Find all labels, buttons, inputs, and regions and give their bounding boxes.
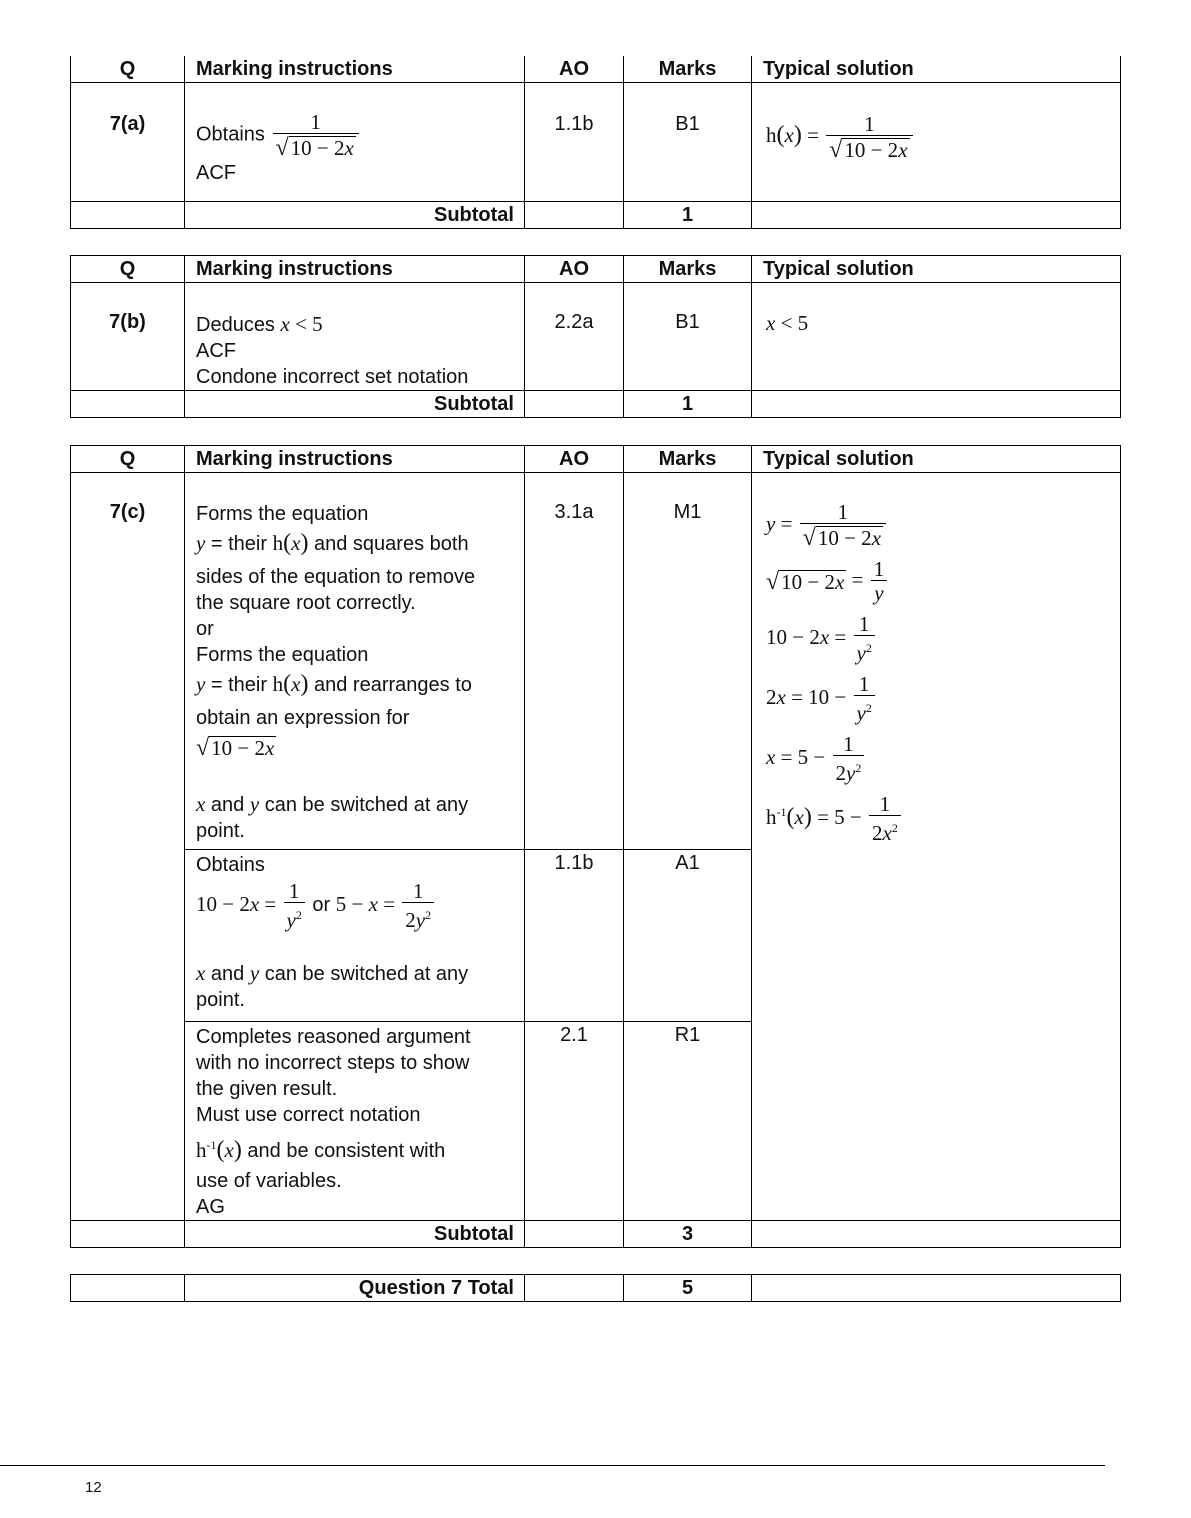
- mi-text: or: [196, 618, 214, 640]
- header-q: Q: [71, 256, 185, 283]
- marking-instruction-r1: Completes reasoned argument with no incorrect steps to show the given result. Must use correct notation $h^{-1}(x)$ and be consistent with use of variables. AG: [185, 1022, 525, 1221]
- question-total-value: 5: [624, 1275, 752, 1302]
- header-ao: AO: [525, 256, 624, 283]
- header-typical-solution: Typical solution: [752, 56, 1121, 83]
- mi-text: and be consistent with: [247, 1140, 446, 1162]
- typical-solution: h(x) = 1 √ 10 − 2x: [752, 83, 1121, 202]
- mi-text: or: [312, 893, 331, 916]
- mark-value: R1: [624, 1022, 752, 1221]
- math-fraction: 1 √ 10 − 2x: [271, 121, 361, 145]
- question-number: 7(a): [71, 83, 185, 202]
- ao-value: 2.2a: [525, 283, 624, 391]
- header-ao: AO: [525, 446, 624, 473]
- header-marks: Marks: [624, 256, 752, 283]
- subtotal-label: Subtotal: [185, 1221, 525, 1248]
- mi-text: Completes reasoned argument: [196, 1026, 471, 1048]
- question-number: 7(b): [71, 283, 185, 391]
- subtotal-value: 1: [624, 202, 752, 229]
- mi-text: point.: [196, 820, 245, 842]
- question-total-label: Question 7 Total: [185, 1275, 525, 1302]
- mark-value: A1: [624, 850, 752, 1022]
- table-7a: [70, 56, 1121, 229]
- mark-value: B1: [624, 83, 752, 202]
- header-typical-solution: Typical solution: [752, 446, 1121, 473]
- ao-value: 1.1b: [525, 850, 624, 1022]
- mi-text: Obtains: [196, 854, 265, 876]
- mi-text: and rearrange​s to: [314, 674, 472, 696]
- mi-text: with no incorrect steps to show: [196, 1052, 470, 1074]
- subtotal-value: 1: [624, 391, 752, 418]
- subtotal-label: Subtotal: [185, 202, 525, 229]
- header-marks: Marks: [624, 446, 752, 473]
- mi-text: AG: [196, 1196, 225, 1218]
- mi-text: the given result.: [196, 1078, 338, 1100]
- header-q: Q: [71, 56, 185, 83]
- mi-text: sides of the equation to remove: [196, 566, 476, 588]
- mi-text: = their: [210, 674, 268, 696]
- mi-text: Forms the equation: [196, 644, 369, 666]
- mi-text: can be switched at any: [264, 963, 469, 985]
- mi-text: and: [210, 963, 245, 985]
- mi-text: Forms the equation: [196, 503, 369, 525]
- marking-instruction: [185, 83, 525, 202]
- footer-rule: [0, 1465, 1105, 1466]
- mi-text: can be switched at any: [264, 794, 469, 816]
- header-q: Q: [71, 446, 185, 473]
- mi-text: = their: [210, 533, 268, 555]
- header-marking-instructions: Marking instructions: [185, 446, 525, 473]
- mi-text: and: [210, 794, 245, 816]
- marking-instruction: Deduces x < 5 ACF Condone incorrect set notation: [185, 283, 525, 391]
- table-total: [70, 1274, 1121, 1302]
- question-number: 7(c): [71, 473, 185, 1221]
- header-typical-solution: Typical solution: [752, 256, 1121, 283]
- mi-text: ACF: [196, 340, 236, 362]
- ao-value: 2.1: [525, 1022, 624, 1221]
- mi-text: obtain an expression for: [196, 707, 410, 729]
- table-7c: [70, 445, 1121, 1248]
- ao-value: 1.1b: [525, 83, 624, 202]
- mi-text: Condone incorrect set notation: [196, 366, 469, 388]
- table-7b: [70, 255, 1121, 418]
- typical-solution: y = 1 √ 10 − 2x √ 10 − 2x = $\frac{1}{y}$ 10 − 2x = $\frac{1}{y^2}$ 2x = 10 − $\frac{1}{y^2}$ x = 5 − $\frac{1}{2y^2}$ $h^{-1}(x) = 5$ − $\frac{1}{2x^2}$: [752, 473, 1121, 1221]
- mi-text: point.: [196, 989, 245, 1011]
- mi-text: Must use correct notation: [196, 1104, 421, 1126]
- mi-text: Obtains: [196, 123, 265, 146]
- page-number: 12: [85, 1479, 102, 1496]
- mark-value: B1: [624, 283, 752, 391]
- typical-solution: x < 5: [752, 283, 1121, 391]
- subtotal-label: Subtotal: [185, 391, 525, 418]
- ao-value: 3.1a: [525, 473, 624, 850]
- header-marking-instructions: Marking instructions: [185, 256, 525, 283]
- marking-instruction-m1: Forms the equation y = their h(x) and squares both sides of the equation to remove the square root correctly. or Forms the equation y = their h(x) and rearrange​s to obtain an expression for √ 10 − 2x x and y can be switched at any point.: [185, 473, 525, 850]
- mi-text: use of variables.: [196, 1170, 342, 1192]
- mark-value: M1: [624, 473, 752, 850]
- mi-text: ACF: [196, 162, 236, 185]
- subtotal-value: 3: [624, 1221, 752, 1248]
- header-marking-instructions: Marking instructions: [185, 56, 525, 83]
- mi-text: the square root correctly.: [196, 592, 416, 614]
- marking-instruction-a1: Obtains 10 − 2x = $\frac{1}{y^2}$ or 5 − x = $\frac{1}{2y^2}$ x and y can be switched at any point.: [185, 850, 525, 1022]
- mi-text: and squares both: [314, 533, 469, 555]
- mi-text: Deduces: [196, 314, 275, 336]
- header-marks: Marks: [624, 56, 752, 83]
- header-ao: AO: [525, 56, 624, 83]
